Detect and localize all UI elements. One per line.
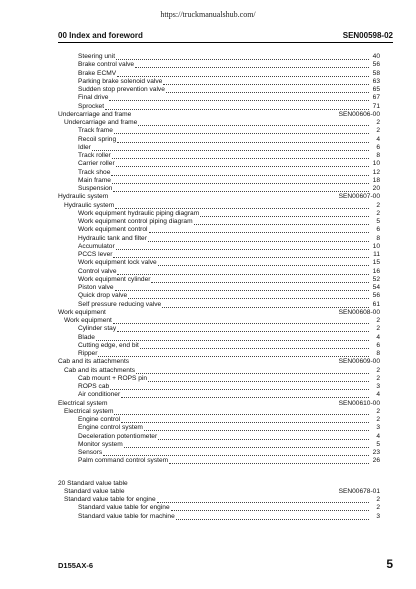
toc-leader-dots: [92, 145, 369, 151]
toc-leader-dots: [200, 211, 369, 217]
toc-page-number: 8: [376, 350, 380, 357]
toc-entry[interactable]: [58, 276, 380, 284]
toc-entry-title: Steering unit: [78, 53, 116, 60]
toc-document-code: SEN00606-00: [338, 110, 380, 118]
toc-leader-dots: [171, 505, 369, 511]
toc-leader-dots: [163, 79, 369, 85]
toc-leader-dots: [149, 227, 369, 233]
toc-entry[interactable]: [58, 301, 380, 309]
toc-entry[interactable]: [58, 449, 380, 457]
toc-entry[interactable]: [58, 496, 380, 504]
toc-page-number: 4: [376, 432, 380, 440]
toc-leader-dots: [117, 326, 369, 332]
table-of-contents: [58, 53, 380, 521]
toc-entry-title: Work equipment control piping diagram: [78, 218, 193, 225]
toc-entry[interactable]: [58, 78, 380, 86]
toc-page-number: 2: [376, 496, 380, 503]
toc-entry-title: Self pressure reducing valve: [78, 300, 162, 308]
toc-leader-dots: [113, 186, 369, 192]
toc-leader-dots: [158, 434, 369, 440]
toc-leader-dots: [176, 514, 369, 520]
toc-entry-title: Standard value table for engine: [78, 504, 170, 512]
toc-entry-title: Main frame: [78, 176, 111, 184]
toc-entry-title: Ripper: [78, 350, 98, 357]
toc-page-number: 10: [372, 160, 380, 168]
toc-leader-dots: [116, 161, 369, 167]
toc-leader-dots: [115, 285, 369, 291]
toc-entry[interactable]: [58, 226, 380, 234]
toc-entry[interactable]: [58, 251, 380, 259]
toc-page-number: 56: [372, 292, 380, 300]
toc-page-number: 2: [376, 317, 380, 324]
toc-entry-title: Hydraulic tank and filter: [78, 234, 147, 242]
header-rule: [58, 42, 393, 43]
toc-entry-title: PCCS lever: [78, 251, 113, 258]
toc-entry-title: Work equipment cylinder: [78, 275, 151, 283]
toc-page-number: 11: [373, 251, 380, 258]
toc-entry-title: Blade: [78, 333, 95, 341]
toc-page-number: 2: [376, 209, 380, 217]
toc-entry-title: Standard value table: [64, 487, 125, 495]
toc-page-number: 8: [376, 152, 380, 159]
toc-entry-title: Undercarriage and frame: [64, 119, 138, 126]
toc-leader-dots: [124, 442, 369, 448]
toc-page-number: 2: [376, 407, 380, 415]
toc-entry-title: ROPS cab: [78, 383, 110, 390]
toc-entry-title: Electrical system: [58, 399, 108, 407]
toc-entry-title: Hydraulic system: [58, 193, 109, 201]
toc-document-code: SEN00609-00: [338, 358, 380, 366]
toc-entry[interactable]: [58, 144, 380, 152]
document-code: SEN00598-02: [342, 31, 393, 40]
toc-leader-dots: [113, 252, 369, 258]
toc-page-number: 71: [372, 102, 380, 110]
toc-entry[interactable]: [58, 185, 380, 193]
toc-leader-dots: [148, 236, 369, 242]
toc-entry-title: Standard value table for machine: [78, 512, 175, 520]
toc-entry-title: Cutting edge, end bit: [78, 341, 139, 349]
toc-leader-dots: [151, 277, 369, 283]
toc-entry-title: 20 Standard value table: [58, 479, 128, 487]
toc-page-number: 65: [372, 86, 380, 93]
toc-page-number: 4: [376, 333, 380, 341]
toc-entry[interactable]: [58, 292, 380, 300]
toc-leader-dots: [166, 87, 369, 93]
toc-leader-dots: [117, 137, 369, 143]
toc-entry-title: Track shoe: [78, 168, 111, 176]
toc-entry[interactable]: [58, 433, 380, 441]
toc-page-number: 63: [372, 77, 380, 85]
toc-document-code: SEN00607-00: [338, 193, 380, 201]
toc-document-code: SEN00678-01: [338, 487, 380, 495]
toc-entry[interactable]: [58, 400, 380, 408]
toc-page-number: 10: [372, 242, 380, 250]
toc-page-number: 2: [376, 325, 380, 333]
toc-page-number: 2: [376, 201, 380, 209]
toc-page-number: 2: [376, 374, 380, 382]
toc-entry[interactable]: [58, 103, 380, 111]
toc-page-number: 2: [376, 366, 380, 374]
toc-entry-title: Carrier roller: [78, 160, 115, 168]
toc-page-number: 2: [376, 127, 380, 135]
page-footer: [58, 557, 393, 571]
toc-entry[interactable]: [58, 111, 380, 119]
toc-entry-title: Work equipment control: [78, 226, 148, 234]
toc-leader-dots: [121, 417, 369, 423]
toc-leader-dots: [158, 260, 369, 266]
toc-page-number: 12: [372, 168, 380, 176]
toc-entry[interactable]: [58, 127, 380, 135]
toc-entry[interactable]: [58, 235, 380, 243]
toc-entry[interactable]: [58, 375, 380, 383]
toc-entry-title: Sensors: [78, 449, 103, 456]
toc-entry[interactable]: [58, 367, 380, 375]
toc-entry[interactable]: [58, 61, 380, 69]
toc-page-number: 67: [372, 94, 380, 102]
toc-leader-dots: [116, 244, 369, 250]
toc-page-number: 3: [376, 512, 380, 520]
toc-entry-title: Monitor system: [78, 440, 123, 448]
toc-entry[interactable]: [58, 86, 380, 94]
toc-entry-title: Quick drop valve: [78, 292, 128, 300]
toc-leader-dots: [162, 302, 369, 308]
toc-entry[interactable]: [58, 416, 380, 424]
toc-leader-dots: [117, 71, 369, 77]
toc-entry[interactable]: [58, 488, 380, 496]
toc-entry-title: Piston valve: [78, 284, 114, 291]
toc-leader-dots: [109, 95, 369, 101]
toc-page-number: 4: [376, 135, 380, 143]
toc-entry[interactable]: [58, 424, 380, 432]
toc-entry[interactable]: [58, 169, 380, 177]
toc-document-code: SEN00610-00: [338, 399, 380, 407]
toc-entry[interactable]: [58, 358, 380, 366]
toc-page-number: 5: [376, 218, 380, 225]
page-header: [58, 31, 393, 40]
toc-entry[interactable]: [58, 136, 380, 144]
toc-entry[interactable]: [58, 218, 380, 226]
section-gap: [58, 466, 380, 480]
toc-entry-title: Sprocket: [78, 102, 105, 110]
toc-leader-dots: [111, 170, 369, 176]
toc-page-number: 58: [372, 69, 380, 77]
toc-page-number: 20: [372, 185, 380, 192]
toc-leader-dots: [138, 120, 369, 126]
toc-entry-title: Accumulator: [78, 242, 115, 250]
toc-leader-dots: [110, 384, 369, 390]
toc-page-number: 26: [372, 457, 380, 465]
toc-entry-title: Electrical system: [64, 407, 114, 415]
section-title: 00 Index and foreword: [58, 31, 143, 40]
toc-entry-title: Cab mount + ROPS pin: [78, 374, 148, 382]
toc-leader-dots: [116, 54, 369, 60]
toc-entry[interactable]: [58, 152, 380, 160]
toc-entry-title: Work equipment lock valve: [78, 259, 157, 267]
toc-entry[interactable]: [58, 350, 380, 358]
toc-entry-title: Palm command control system: [78, 457, 169, 465]
toc-entry[interactable]: [58, 268, 380, 276]
toc-entry[interactable]: [58, 309, 380, 317]
toc-page-number: 5: [376, 440, 380, 448]
toc-leader-dots: [144, 425, 369, 431]
toc-entry[interactable]: [58, 259, 380, 267]
toc-page-number: 15: [372, 259, 380, 267]
toc-document-code: SEN00608-00: [338, 308, 380, 316]
toc-entry[interactable]: [58, 284, 380, 292]
toc-entry[interactable]: [58, 457, 380, 465]
source-url[interactable]: https://truckmanualshub.com/: [160, 10, 256, 19]
page-number: 5: [386, 557, 393, 571]
toc-page-number: 8: [376, 234, 380, 242]
toc-entry-title: Control valve: [78, 267, 117, 275]
toc-entry[interactable]: [58, 325, 380, 333]
toc-page-number: 52: [372, 275, 380, 283]
toc-entry[interactable]: [58, 193, 380, 201]
toc-entry-title: Cylinder stay: [78, 325, 117, 333]
toc-entry-title: Engine control: [78, 416, 121, 423]
toc-entry[interactable]: [58, 383, 380, 391]
toc-leader-dots: [96, 335, 369, 341]
toc-entry[interactable]: [58, 342, 380, 350]
toc-entry-title: Cab and its attachments: [64, 366, 136, 374]
toc-entry[interactable]: [58, 119, 380, 127]
toc-entry[interactable]: [58, 70, 380, 78]
toc-entry-title: Standard value table for engine: [64, 496, 156, 503]
toc-entry-title: Work equipment: [64, 317, 112, 324]
toc-entry-title: Engine control system: [78, 424, 143, 432]
toc-page-number: 2: [376, 416, 380, 423]
toc-entry[interactable]: [58, 441, 380, 449]
toc-entry[interactable]: [58, 210, 380, 218]
toc-entry[interactable]: [58, 504, 380, 512]
toc-entry[interactable]: [58, 317, 380, 325]
toc-page-number: 18: [372, 176, 380, 184]
toc-entry-title: Work equipment: [58, 308, 106, 316]
toc-leader-dots: [112, 178, 369, 184]
toc-entry-title: Sudden stop prevention valve: [78, 86, 165, 93]
toc-leader-dots: [128, 293, 369, 299]
toc-leader-dots: [98, 351, 369, 357]
toc-entry[interactable]: [58, 94, 380, 102]
toc-leader-dots: [136, 368, 369, 374]
toc-leader-dots: [114, 409, 369, 415]
toc-leader-dots: [121, 392, 369, 398]
toc-entry[interactable]: [58, 408, 380, 416]
toc-entry[interactable]: [58, 480, 380, 488]
toc-entry-title: Parking brake solenoid valve: [78, 77, 163, 85]
toc-leader-dots: [157, 497, 369, 503]
toc-page-number: 40: [372, 53, 380, 60]
toc-entry-title: Brake ECMV: [78, 69, 117, 77]
toc-entry-title: Cab and its attachments: [58, 358, 130, 366]
toc-entry-title: Hydraulic system: [64, 201, 115, 209]
toc-page-number: 4: [376, 391, 380, 399]
toc-entry[interactable]: [58, 53, 380, 61]
toc-entry-title: Deceleration potentiometer: [78, 432, 158, 440]
toc-entry-title: Suspension: [78, 185, 113, 192]
toc-page-number: 3: [376, 383, 380, 390]
toc-leader-dots: [105, 104, 369, 110]
toc-page-number: 23: [372, 449, 380, 456]
toc-page-number: 6: [376, 143, 380, 151]
toc-entry-title: Track frame: [78, 127, 113, 135]
toc-entry[interactable]: [58, 391, 380, 399]
toc-page-number: 2: [376, 504, 380, 512]
toc-entry[interactable]: [58, 334, 380, 342]
toc-leader-dots: [194, 219, 369, 225]
toc-page-number: 6: [376, 226, 380, 234]
toc-page-number: 54: [372, 284, 380, 291]
toc-entry[interactable]: [58, 202, 380, 210]
toc-entry[interactable]: [58, 177, 380, 185]
toc-entry-title: Track roller: [78, 152, 111, 159]
toc-page-number: 61: [372, 300, 380, 308]
toc-entry[interactable]: [58, 513, 380, 521]
toc-entry[interactable]: [58, 160, 380, 168]
toc-leader-dots: [103, 450, 369, 456]
toc-page-number: 16: [372, 267, 380, 275]
toc-entry-title: Work equipment hydraulic piping diagram: [78, 209, 200, 217]
toc-leader-dots: [113, 318, 369, 324]
machine-model: D155AX-6: [58, 561, 94, 570]
toc-leader-dots: [112, 153, 369, 159]
toc-page-number: 2: [376, 119, 380, 126]
toc-leader-dots: [169, 458, 369, 464]
toc-entry-title: Brake control valve: [78, 61, 135, 69]
toc-entry-title: Final drive: [78, 94, 109, 102]
toc-page-number: 6: [376, 341, 380, 349]
toc-entry-title: Undercarriage and frame: [58, 110, 132, 118]
toc-leader-dots: [148, 376, 369, 382]
toc-leader-dots: [140, 343, 369, 349]
toc-leader-dots: [135, 62, 369, 68]
toc-leader-dots: [115, 203, 369, 209]
toc-leader-dots: [114, 128, 369, 134]
toc-entry-title: Idler: [78, 143, 91, 151]
toc-page-number: 56: [372, 61, 380, 69]
toc-entry-title: Air conditioner: [78, 391, 121, 399]
toc-entry-title: Recoil spring: [78, 135, 117, 143]
toc-page-number: 3: [376, 424, 380, 432]
toc-leader-dots: [117, 269, 369, 275]
toc-entry[interactable]: [58, 243, 380, 251]
